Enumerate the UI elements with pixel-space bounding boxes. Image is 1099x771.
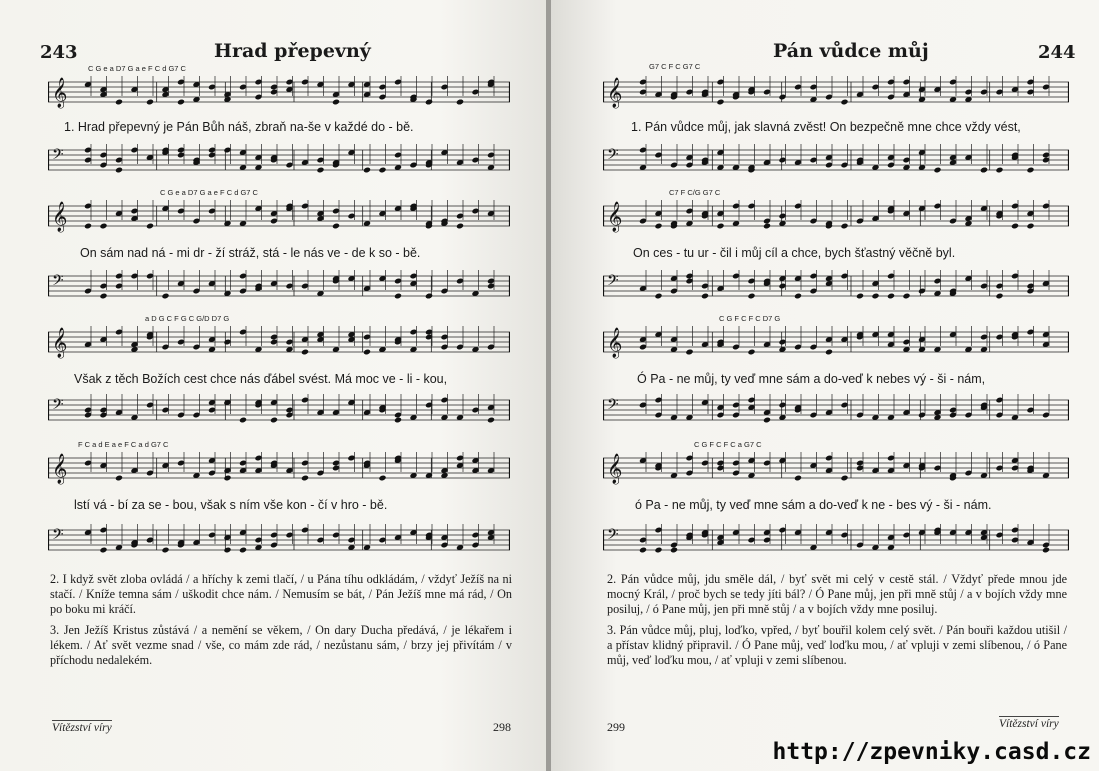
footer-page-number: 299 <box>607 720 625 734</box>
note-head <box>716 223 724 230</box>
note-head <box>425 293 433 300</box>
bass-clef-icon: 𝄢 <box>52 526 64 547</box>
note-head <box>670 547 678 554</box>
note-head <box>685 349 693 356</box>
bass-clef-icon: 𝄢 <box>607 396 619 417</box>
chord-line: F C a d E a e F C a d G7 C <box>78 440 169 449</box>
hymn-number: 244 <box>1038 42 1076 63</box>
note-head <box>902 293 910 300</box>
verses <box>607 572 1067 674</box>
music-system <box>603 448 1069 492</box>
lyric-line: On ces - tu ur - čil i můj cíl a chce, bych šťastný věčně byl. <box>633 246 956 260</box>
hymn-title: Pán vůdce můj <box>773 40 929 62</box>
note-head <box>654 547 662 554</box>
bass-clef-icon: 𝄢 <box>607 272 619 293</box>
lyric-line: 1. Hrad přepevný je Pán Bůh náš, zbraň na-še v každé do - bě. <box>64 120 414 134</box>
note-head <box>1042 547 1050 554</box>
chord-line: C G e a D7 G a e F C d G7 C <box>160 188 258 197</box>
note-head <box>794 475 802 482</box>
note-head <box>716 99 724 106</box>
note-head <box>239 547 247 554</box>
treble-clef-icon: 𝄞 <box>52 454 68 484</box>
hymn-title: Hrad přepevný <box>214 40 371 62</box>
treble-clef-icon: 𝄞 <box>52 202 68 232</box>
lyric-line: Ó Pa - ne můj, ty veď mne sám a do-veď k nebes vý - ši - nám, <box>637 372 986 386</box>
music-system <box>48 520 510 564</box>
treble-clef-icon: 𝄞 <box>607 454 623 484</box>
chord-line: a D G C F G C G/D D7 G <box>145 314 230 323</box>
lyric-line: lstí vá - bí za se - bou, však s ním vše kon - čí v hro - bě. <box>74 498 388 512</box>
music-system <box>48 266 510 310</box>
note-head <box>995 167 1003 174</box>
treble-clef-icon: 𝄞 <box>607 78 623 108</box>
verse: 2. I když svět zloba ovládá / a hříchy k zemi tlačí, / u Pána tíhu odkládám, / vždyť Ježíš na ni stačí. / Kníže temna sám / uškodit chce nám. / Nemusím se bát, / Pán Ježíš mne má rád, / On po boku mi kráčí. <box>50 572 512 616</box>
chord-line: C G F C F C a G7 C <box>694 440 762 449</box>
footer-page-number: 298 <box>493 720 511 734</box>
note-head <box>223 475 231 482</box>
verse: 3. Jen Ježíš Kristus zůstává / a nemění se věkem, / On dary Ducha předává, / je lékařem i lékem. / Ať svět vezme snad / vše, co mám zde rád, / nezůstanu sám, / brzy jej přivítám / v příchodu nedalekém. <box>50 623 512 667</box>
note-head <box>332 223 340 230</box>
note-head <box>316 167 324 174</box>
note-head <box>378 167 386 174</box>
note-head <box>99 547 107 554</box>
bass-clef-icon: 𝄢 <box>52 396 64 417</box>
note-head <box>487 417 495 424</box>
note-head <box>840 475 848 482</box>
treble-clef-icon: 𝄞 <box>607 328 623 358</box>
verse: 3. Pán vůdce můj, pluj, loďko, vpřed, / byť bouřil kolem celý svět. / Pán bouři každou utišil / a přístav klidný připravil. / Ó Pane můj, veď loďku mou, / ať vpluji v zemi slíbenou, / ó Pane můj, veď loďku mou, / ať vpluji v zemi slíbenou. <box>607 623 1067 667</box>
music-system <box>48 196 510 240</box>
note-head <box>115 99 123 106</box>
note-head <box>301 349 309 356</box>
note-head <box>794 293 802 300</box>
chord-line: C G F C F C D7 G <box>719 314 781 323</box>
chord-line: C G e a D7 G a e F C d G7 C <box>88 64 186 73</box>
note-head <box>747 349 755 356</box>
treble-clef-icon: 𝄞 <box>607 202 623 232</box>
hymn-number: 243 <box>40 42 78 63</box>
chord-line: G7 C F C G7 C <box>649 62 701 71</box>
note-head <box>177 99 185 106</box>
note-head <box>394 293 402 300</box>
note-head <box>394 417 402 424</box>
chord-line: C7 F C/G G7 C <box>669 188 721 197</box>
note-head <box>887 293 895 300</box>
note-head <box>1011 223 1019 230</box>
note-head <box>763 223 771 230</box>
note-head <box>332 99 340 106</box>
music-system <box>48 140 510 184</box>
note-head <box>456 99 464 106</box>
note-head <box>995 293 1003 300</box>
bass-clef-icon: 𝄢 <box>607 526 619 547</box>
music-system <box>603 266 1069 310</box>
note-head <box>363 167 371 174</box>
music-system <box>603 390 1069 434</box>
note-head <box>825 349 833 356</box>
watermark-url: http://zpevniky.casd.cz <box>772 739 1091 765</box>
music-system <box>603 140 1069 184</box>
music-system <box>603 196 1069 240</box>
note-head <box>425 99 433 106</box>
music-system <box>603 520 1069 564</box>
lyric-line: On sám nad ná - mi dr - ží stráž, stá - le nás ve - de k so - bě. <box>80 246 421 260</box>
music-system <box>603 72 1069 116</box>
music-system <box>48 390 510 434</box>
note-head <box>301 475 309 482</box>
note-head <box>701 293 709 300</box>
note-head <box>871 293 879 300</box>
lyric-line: Však z těch Božích cest chce nás ďábel svést. Má moc ve - li - kou, <box>74 372 448 386</box>
note-head <box>1026 167 1034 174</box>
verses <box>50 572 512 674</box>
footer-book-title: Vítězství víry <box>52 722 112 734</box>
footer-book-title: Vítězství víry <box>999 718 1059 730</box>
note-head <box>99 293 107 300</box>
note-head <box>763 417 771 424</box>
music-system <box>603 322 1069 366</box>
note-head <box>161 293 169 300</box>
note-head <box>1026 223 1034 230</box>
music-system <box>48 322 510 366</box>
note-head <box>115 475 123 482</box>
note-head <box>146 99 154 106</box>
note-head <box>654 293 662 300</box>
note-head <box>146 223 154 230</box>
bass-clef-icon: 𝄢 <box>52 146 64 167</box>
music-system <box>48 448 510 492</box>
note-head <box>747 293 755 300</box>
right-page <box>551 0 1099 771</box>
note-head <box>363 349 371 356</box>
note-head <box>223 547 231 554</box>
note-head <box>654 223 662 230</box>
note-head <box>639 547 647 554</box>
note-head <box>933 167 941 174</box>
note-head <box>856 293 864 300</box>
bass-clef-icon: 𝄢 <box>607 146 619 167</box>
note-head <box>239 417 247 424</box>
music-system <box>48 72 510 116</box>
lyric-line: 1. Pán vůdce můj, jak slavná zvěst! On bezpečně mne chce vždy vést, <box>631 120 1021 134</box>
note-head <box>840 99 848 106</box>
note-head <box>161 547 169 554</box>
verse: 2. Pán vůdce můj, jdu směle dál, / byť svět mi celý v cestě stál. / Vždyť přede mnou jde mocný Král, / proč bych se tedy jíti bál? / Ó Pane můj, jen při mně stůj / a v bojích vždy mne posiluj, / ó Pane můj, jen při mně stůj / a v bojích vždy mne posiluj. <box>607 572 1067 616</box>
note-head <box>456 223 464 230</box>
bass-clef-icon: 𝄢 <box>52 272 64 293</box>
treble-clef-icon: 𝄞 <box>52 78 68 108</box>
note-head <box>840 223 848 230</box>
left-page <box>0 0 548 771</box>
note-head <box>270 417 278 424</box>
lyric-line: ó Pa - ne můj, ty veď mne sám a do-veď k ne - bes vý - ši - nám. <box>635 498 992 512</box>
note-head <box>84 223 92 230</box>
note-head <box>378 475 386 482</box>
note-head <box>99 223 107 230</box>
note-head <box>115 167 123 174</box>
treble-clef-icon: 𝄞 <box>52 328 68 358</box>
note-head <box>980 167 988 174</box>
